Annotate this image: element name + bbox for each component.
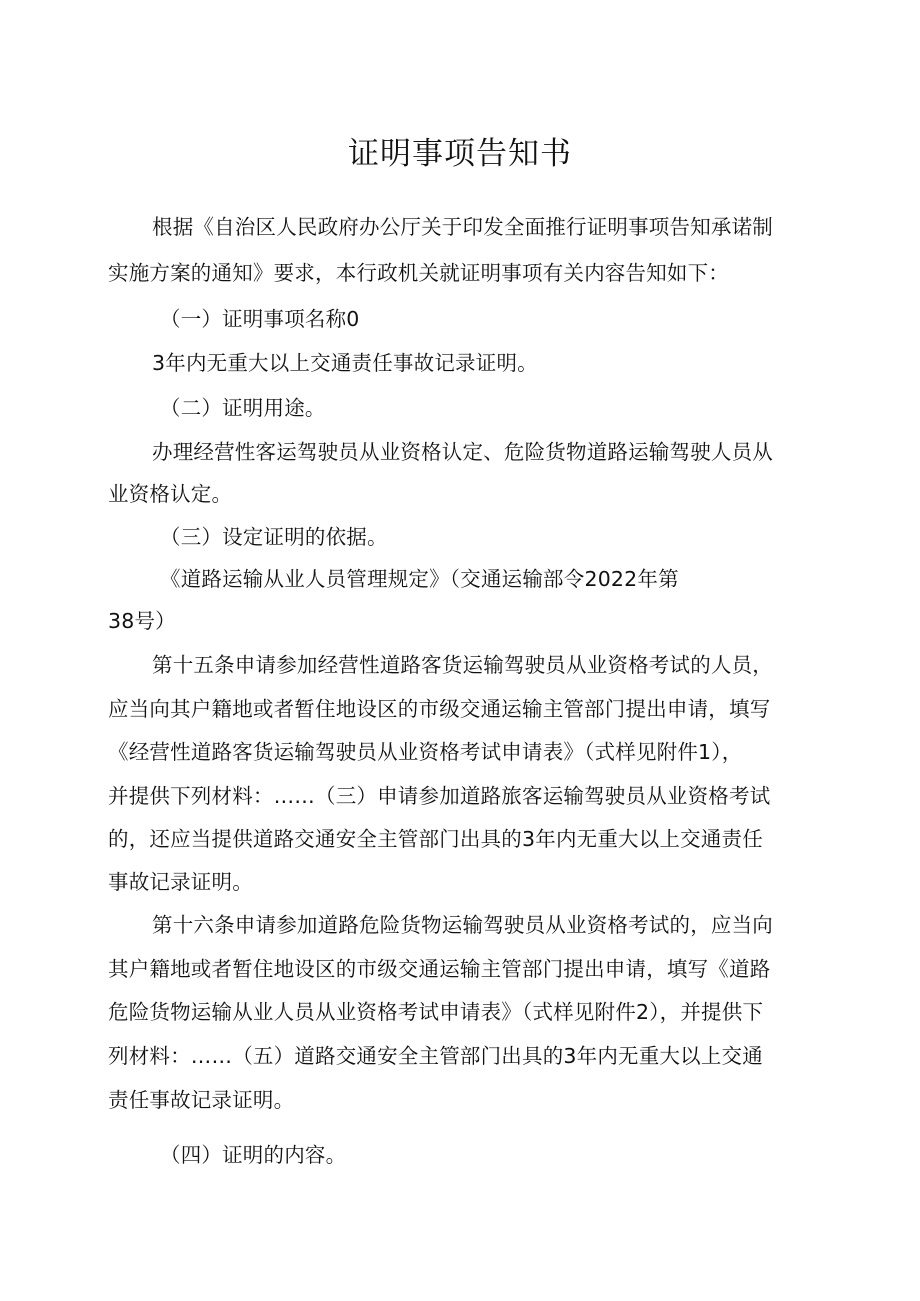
paragraph-line: 办理经营性客运驾驶员从业资格认定、危险货物道路运输驾驶人员从 — [152, 440, 773, 464]
paragraph-line: 其户籍地或者暂住地设区的市级交通运输主管部门提出申请，填写《道路 — [108, 957, 771, 981]
paragraph-line: 根据《自治区人民政府办公厅关于印发全面推行证明事项告知承诺制 — [152, 215, 773, 239]
paragraph-line: 实施方案的通知》要求，本行政机关就证明事项有关内容告知如下： — [108, 261, 729, 285]
paragraph-line: 应当向其户籍地或者暂住地设区的市级交通运输主管部门提出申请，填写 — [108, 697, 771, 721]
paragraph-line: 《道路运输从业人员管理规定》（交通运输部令2022年第 — [160, 567, 679, 591]
paragraph-line: 业资格认定。 — [108, 482, 233, 506]
paragraph-line: 《经营性道路客货运输驾驶员从业资格考试申请表》（式样见附件1）， — [108, 740, 743, 764]
section-heading-4: （四）证明的内容。 — [160, 1143, 347, 1167]
document-title: 证明事项告知书 — [348, 136, 572, 172]
paragraph-line: 并提供下列材料：……（三）申请参加道路旅客运输驾驶员从业资格考试 — [108, 784, 771, 808]
section-heading-1: （一）证明事项名称0 — [160, 307, 360, 331]
section-heading-3: （三）设定证明的依据。 — [160, 525, 388, 549]
paragraph-line: 第十六条申请参加道路危险货物运输驾驶员从业资格考试的，应当向 — [152, 913, 773, 937]
paragraph-line: 3年内无重大以上交通责任事故记录证明。 — [152, 351, 538, 375]
paragraph-line: 危险货物运输从业人员从业资格考试申请表》（式样见附件2），并提供下 — [108, 1000, 764, 1024]
paragraph-line: 列材料：……（五）道路交通安全主管部门出具的3年内无重大以上交通 — [108, 1044, 763, 1068]
paragraph-line: 责任事故记录证明。 — [108, 1088, 295, 1112]
paragraph-line: 38号） — [108, 609, 176, 633]
paragraph-line: 第十五条申请参加经营性道路客货运输驾驶员从业资格考试的人员， — [152, 653, 773, 677]
paragraph-line: 事故记录证明。 — [108, 870, 253, 894]
paragraph-line: 的，还应当提供道路交通安全主管部门出具的3年内无重大以上交通责任 — [108, 827, 763, 851]
section-heading-2: （二）证明用途。 — [160, 396, 326, 420]
